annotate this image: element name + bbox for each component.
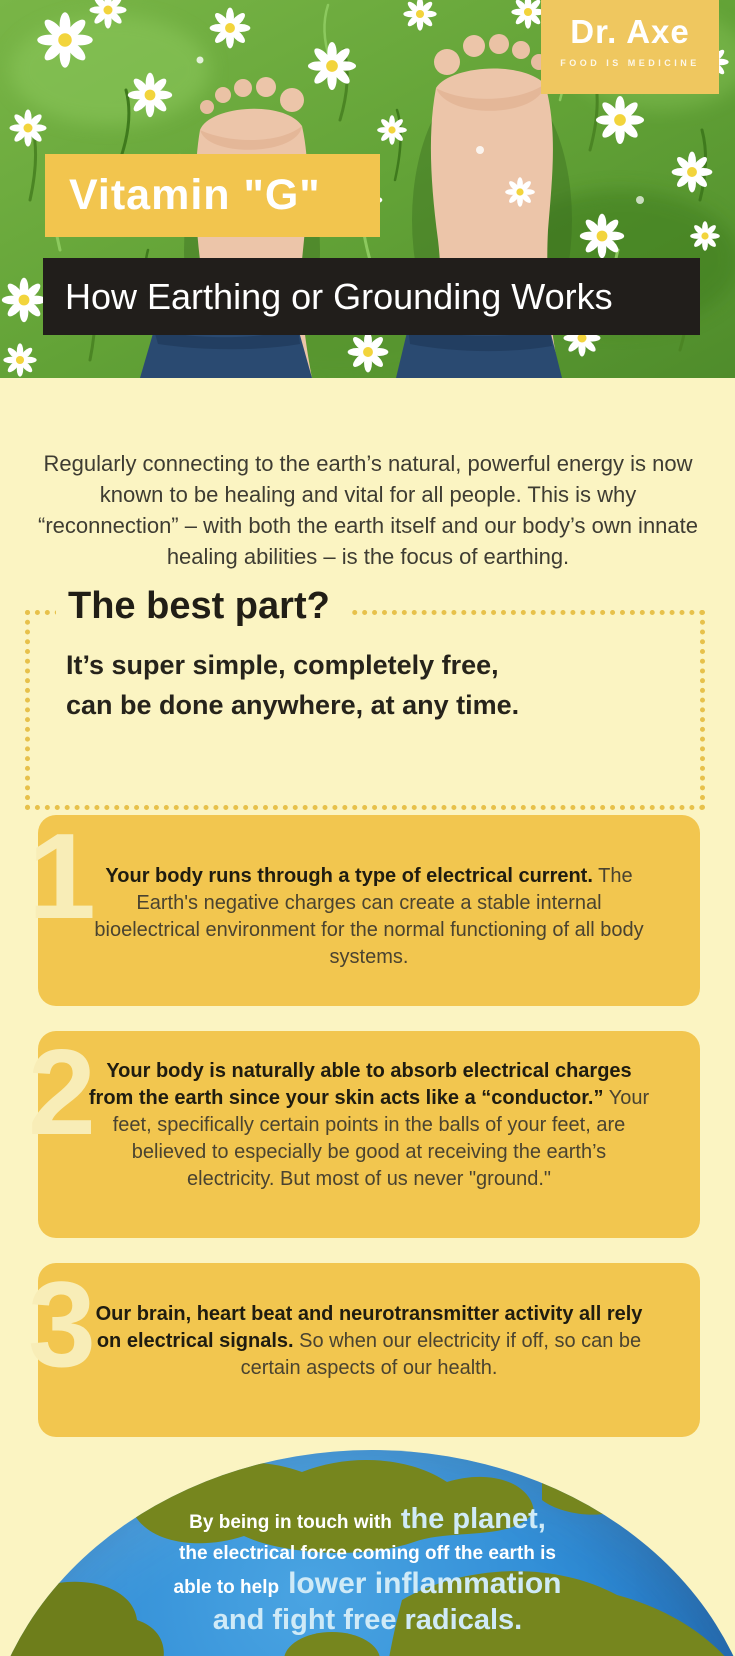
footer-line1-small: By being in touch with — [189, 1512, 392, 1533]
hero-subtitle-bar — [43, 258, 700, 335]
footer-message — [0, 1502, 735, 1637]
footer-line-4: and fight free radicals. — [212, 1604, 523, 1636]
footer-line3-small: able to help — [173, 1577, 280, 1598]
brand-name: Dr. Axe — [570, 13, 690, 50]
step-card-2 — [38, 1031, 700, 1238]
step-text-3 — [86, 1263, 652, 1382]
footer-line1-large: the planet, — [400, 1503, 546, 1535]
step-bold-2: Your body is naturally able to absorb electrical charges from the earth since your skin acts like a “conductor.” — [88, 1060, 632, 1109]
step-text-1 — [92, 815, 647, 971]
footer-line-2: the electrical force coming off the earth is — [179, 1543, 556, 1564]
step-body-1: The Earth's negative charges can create a stable internal bioelectrical environment for the normal functioning of all body systems. — [94, 865, 644, 968]
step-number-3: 3 — [28, 1256, 96, 1392]
best-part-line1: It’s super simple, completely free, — [66, 650, 499, 680]
step-body-2: Your feet, specifically certain points in the balls of your feet, are believed to especially be good at receiving the earth’s electricity. But most of us never "ground." — [112, 1087, 650, 1190]
step-bold-1: Your body runs through a type of electrical current. — [105, 865, 593, 887]
best-part-text — [66, 645, 700, 725]
step-card-3 — [38, 1263, 700, 1437]
hero-title-badge — [45, 154, 380, 237]
step-bold-3: Our brain, heart beat and neurotransmitter activity all rely on electrical signals. — [95, 1303, 643, 1352]
best-part-heading: The best part? — [56, 585, 348, 628]
hero-title: Vitamin "G" — [69, 171, 321, 219]
step-card-1 — [38, 815, 700, 1006]
brand-tagline: FOOD IS MEDICINE — [560, 58, 700, 68]
step-body-3: So when our electricity if off, so can be certain aspects of our health. — [240, 1330, 642, 1379]
best-part-box — [25, 585, 705, 810]
step-text-2 — [86, 1031, 652, 1193]
step-number-2: 2 — [28, 1024, 96, 1160]
footer-line3-large: lower inflammation — [288, 1567, 562, 1600]
footer-line-3 — [0, 1567, 735, 1604]
footer-line-1 — [0, 1502, 735, 1540]
intro-paragraph: Regularly connecting to the earth’s natural, powerful energy is now known to be healing and vital for all people. This is why “reconnection” – with both the earth itself and our body’s own innate healing abilities – is the focus of earthing. — [38, 451, 698, 569]
hero-subtitle: How Earthing or Grounding Works — [65, 276, 613, 317]
brand-logo — [541, 0, 719, 94]
best-part-line2: can be done anywhere, at any time. — [66, 690, 520, 720]
hero-photo — [0, 0, 735, 378]
step-number-1: 1 — [28, 808, 96, 944]
